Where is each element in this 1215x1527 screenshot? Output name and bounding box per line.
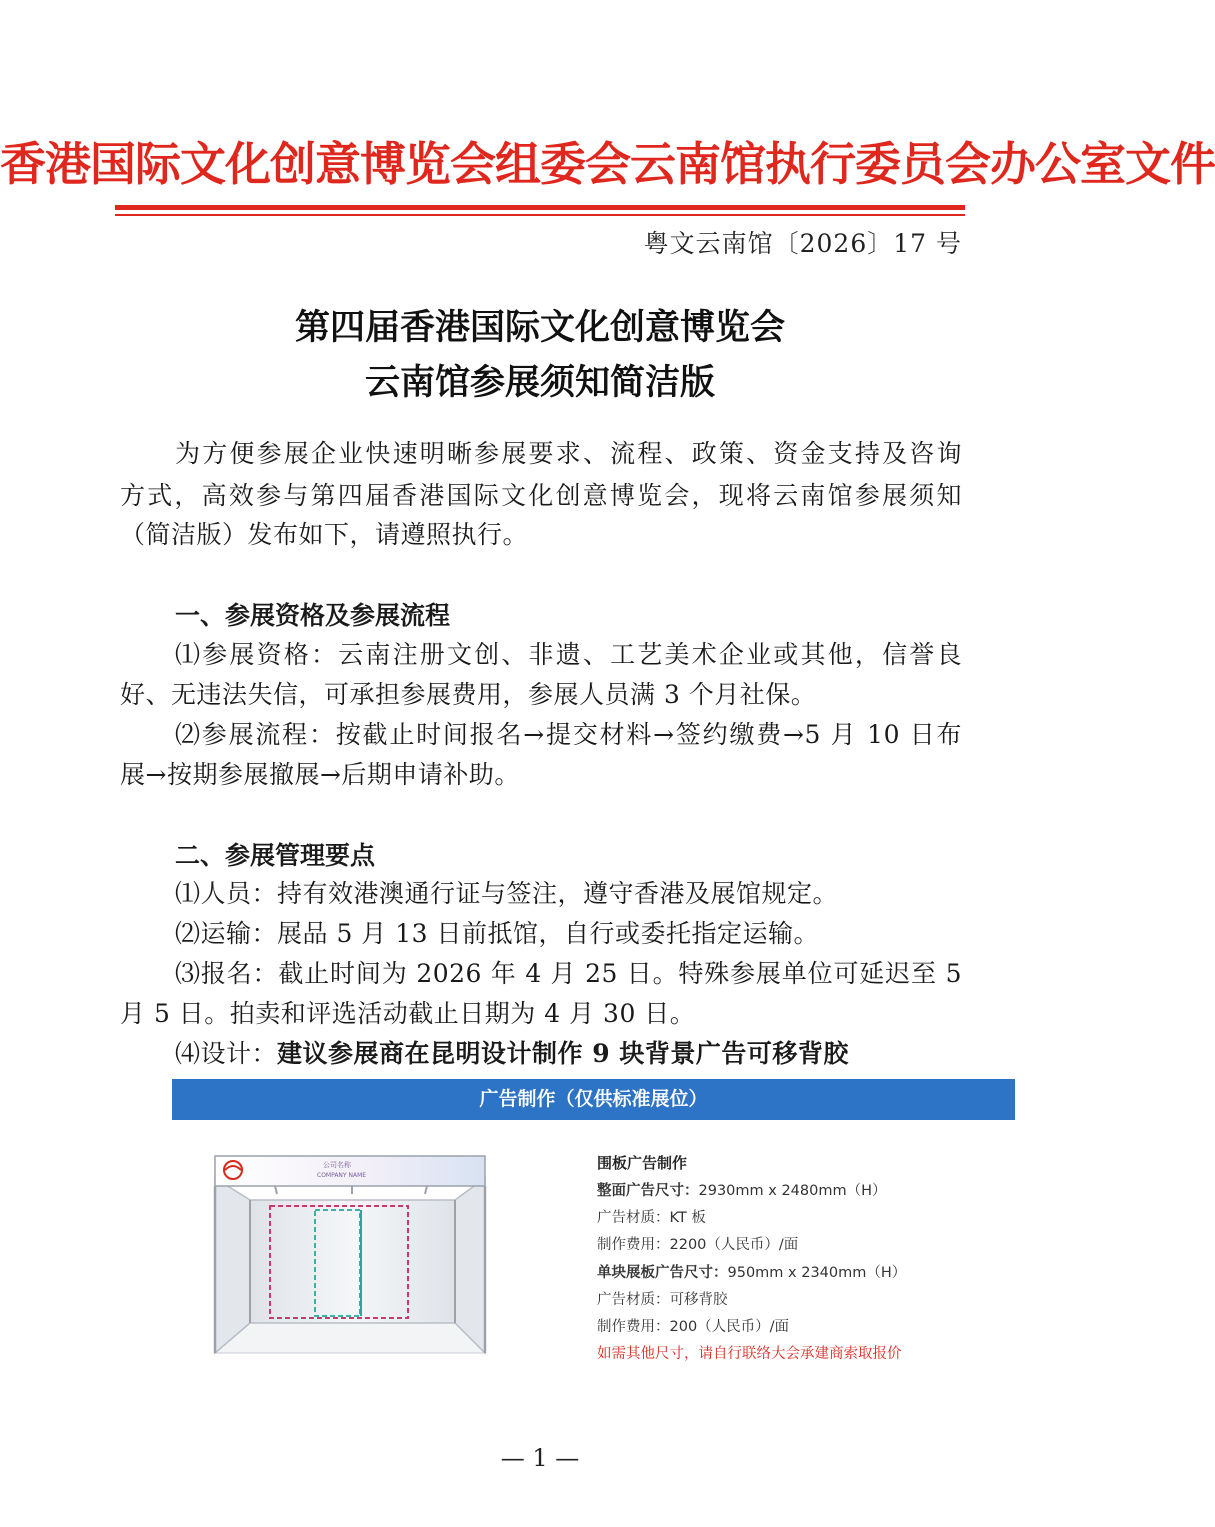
design-text: 建议参展商在昆明设计制作 9 块背景广告可移背胶 [277,1039,849,1068]
section-heading: 一、参展资格及参展流程 [175,601,451,630]
spec-full-size-label: 整面广告尺寸： [597,1183,699,1199]
spec-single-size-value: 950mm x 2340mm（H） [727,1265,907,1281]
spec-full-size-value: 2930mm x 2480mm（H） [698,1183,887,1199]
spec-title: 围板广告制作 [597,1154,688,1172]
design-label: ⑷设计： [175,1039,278,1068]
spec-single-fee: 制作费用：200（人民币）/面 [597,1319,790,1335]
main-title-line2: 云南馆参展须知简洁版 [364,362,715,403]
section-heading: 二、参展管理要点 [175,841,376,870]
spec-full-fee: 制作费用：2200（人民币）/面 [597,1237,799,1253]
spec-single-size [597,1261,906,1282]
spec-note: 如需其他尺寸，请自行联络大会承建商索取报价 [597,1346,902,1362]
section-text: 展→按期参展撤展→后期申请补助。 [120,760,520,789]
spec-full-material: 广告材质：KT 板 [597,1210,706,1226]
spec-single-material: 广告材质：可移背胶 [597,1292,728,1308]
section-text: ⑵参展流程：按截止时间报名→提交材料→签约缴费→5 月 10 日布 [175,720,962,749]
section-text: ⑶报名：截止时间为 2026 年 4 月 25 日。特殊参展单位可延迟至 5 [175,959,962,988]
page-number: — 1 — [500,1444,580,1472]
section-text-design [175,1034,1017,1074]
section-text: 好、无违法失信，可承担参展费用，参展人员满 3 个月社保。 [120,680,817,709]
booth-company-name: 公司名称 [323,1161,351,1169]
intro-line: 为方便参展企业快速明晰参展要求、流程、政策、资金支持及咨询 [175,439,962,468]
intro-line: （简洁版）发布如下，请遵照执行。 [120,520,529,549]
document-number: 粤文云南馆〔2026〕17 号 [643,229,962,258]
document-header-title: 香港国际文化创意博览会组委会云南馆执行委员会办公室文件 [0,137,1215,191]
spec-full-size [597,1179,887,1200]
section-text: ⑴参展资格：云南注册文创、非遗、工艺美术企业或其他，信誉良 [175,640,962,669]
header-rule-thin [115,214,965,216]
section-text: ⑴人员：持有效港澳通行证与签注，遵守香港及展馆规定。 [175,879,839,908]
booth-illustration [205,1148,495,1360]
spec-single-size-label: 单块展板广告尺寸： [597,1265,728,1281]
ad-card-header: 广告制作（仅供标准展位） [172,1079,1015,1120]
booth-company-name-en: COMPANY NAME [317,1172,367,1179]
booth-drawing [205,1148,495,1360]
header-rule-thick [115,205,965,210]
intro-line: 方式，高效参与第四届香港国际文化创意博览会，现将云南馆参展须知 [120,481,962,510]
section-text: ⑵运输：展品 5 月 13 日前抵馆，自行或委托指定运输。 [175,919,820,948]
section-text: 月 5 日。拍卖和评选活动截止日期为 4 月 30 日。 [120,999,696,1028]
main-title-line1: 第四届香港国际文化创意博览会 [294,307,785,348]
